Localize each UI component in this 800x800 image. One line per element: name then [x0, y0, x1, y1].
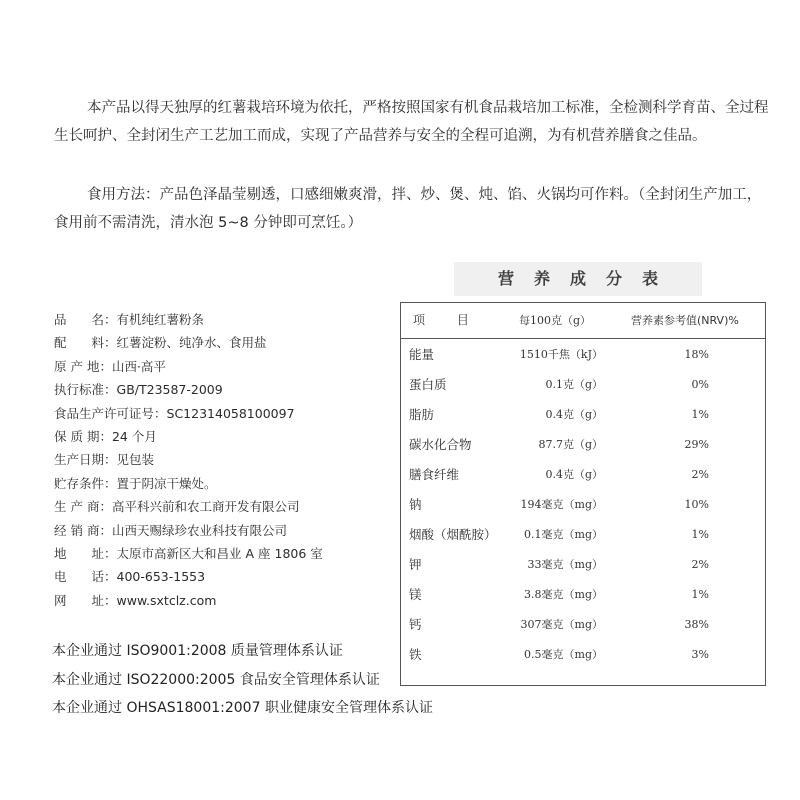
info-label: 保 质 期：: [54, 428, 112, 444]
info-label: 食品生产许可证号：: [54, 405, 167, 421]
info-value: 山西天赐绿珍农业科技有限公司: [111, 522, 287, 538]
nutrient-amount: 0.1毫克（mg）: [524, 528, 603, 541]
info-value: 高平科兴前和农工商开发有限公司: [111, 499, 300, 515]
nutrient-name: 膳食纤维: [409, 467, 460, 482]
nutrition-row: [401, 610, 765, 639]
info-label: 电 话：: [54, 569, 117, 585]
nutrient-nrv: 2%: [691, 468, 709, 481]
info-label: 执行标准：: [54, 382, 117, 398]
nutrition-row: [401, 490, 765, 519]
nutrient-nrv: 0%: [691, 378, 709, 391]
nutrient-name: 钾: [409, 557, 422, 572]
nutrient-amount: 33毫克（mg）: [527, 558, 603, 571]
info-row-website: [54, 589, 384, 612]
nutrition-table: [400, 302, 766, 686]
nutrition-title: 营养成分表: [454, 262, 702, 296]
nutrition-row: [401, 460, 765, 489]
info-row-origin: [54, 355, 384, 378]
intro-paragraph: [54, 94, 774, 150]
info-value: 24 个月: [111, 428, 157, 444]
info-label: 品 名：: [54, 312, 117, 327]
info-row-license: [54, 402, 384, 425]
info-row-distributor: [54, 519, 384, 542]
nutrient-name: 烟酸（烟酰胺）: [409, 527, 497, 542]
nutrition-row: [401, 550, 765, 579]
nutrition-row: [401, 430, 765, 459]
nutrient-amount: 0.4克（g）: [545, 468, 603, 481]
nutrient-amount: 0.4克（g）: [545, 408, 603, 421]
info-row-manufacturer: [54, 495, 384, 518]
nutrient-amount: 0.5毫克（mg）: [524, 648, 603, 661]
info-value: www.sxtclz.com: [116, 592, 217, 608]
nutrient-amount: 3.8毫克（mg）: [524, 588, 603, 601]
nutrient-name: 脂肪: [409, 407, 435, 422]
nutrient-nrv: 29%: [684, 438, 709, 451]
nutrient-name: 钠: [409, 497, 422, 512]
nutrient-name: 铁: [409, 647, 422, 662]
nutrition-row: [401, 520, 765, 549]
info-row-storage: [54, 472, 384, 495]
nutrient-name: 钙: [409, 617, 422, 632]
nutrient-amount: 0.1克（g）: [545, 378, 603, 391]
nutrition-header-row: [401, 303, 765, 339]
nutrient-nrv: 18%: [684, 348, 709, 361]
nutrient-name: 镁: [409, 587, 422, 602]
info-value: 置于阴凉干燥处。: [116, 475, 217, 491]
intro-text: 本产品以得天独厚的红薯栽培环境为依托，严格按照国家有机食品栽培加工标准，全检测科学育苗、全过程生长呵护、全封闭生产工艺加工而成，实现了产品营养与安全的全程可追溯，为有机营养膳食之佳品。: [54, 100, 769, 144]
nutrient-nrv: 2%: [691, 558, 709, 571]
nutrient-nrv: 38%: [684, 618, 709, 631]
certification-line: 本企业通过 ISO9001:2008 质量管理体系认证: [52, 643, 343, 659]
info-label: 生 产 商：: [54, 499, 112, 515]
header-per100: 每100克（g）: [519, 314, 592, 327]
info-row-name: [54, 308, 384, 331]
info-value: GB/T23587-2009: [116, 382, 223, 398]
info-value: 400-653-1553: [116, 569, 206, 585]
info-label: 网 址：: [54, 592, 117, 608]
nutrition-row: [401, 340, 765, 369]
nutrient-amount: 307毫克（mg）: [520, 618, 603, 631]
info-value: 红薯淀粉、纯净水、食用盐: [116, 335, 267, 351]
nutrient-nrv: 1%: [691, 528, 709, 541]
nutrient-nrv: 1%: [691, 408, 709, 421]
usage-text: 食用方法：产品色泽晶莹剔透，口感细嫩爽滑，拌、炒、煲、炖、馅、火锅均可作料。（全封闭生产加工，食用前不需清洗，清水泡 5~8 分钟即可烹饪。）: [54, 187, 762, 231]
info-label: 配 料：: [54, 335, 117, 351]
nutrient-nrv: 3%: [691, 648, 709, 661]
nutrient-name: 蛋白质: [409, 377, 447, 392]
info-row-standard: [54, 378, 384, 401]
certification-line: 本企业通过 ISO22000:2005 食品安全管理体系认证: [52, 671, 380, 688]
info-label: 贮存条件：: [54, 475, 117, 491]
info-value: 见包装: [116, 452, 155, 468]
nutrient-name: 碳水化合物: [409, 437, 472, 452]
info-label: 地 址：: [54, 545, 117, 561]
info-label: 经 销 商：: [54, 522, 112, 538]
certification-line: 本企业通过 OHSAS18001:2007 职业健康安全管理体系认证: [52, 700, 433, 716]
info-row-address: [54, 542, 384, 565]
info-row-ingredients: [54, 331, 384, 354]
info-row-phone: [54, 565, 384, 588]
info-value: SC12314058100097: [166, 405, 295, 421]
nutrition-row: [401, 400, 765, 429]
info-value: 有机纯红薯粉条: [116, 312, 205, 327]
certifications-list: [52, 637, 432, 723]
nutrition-row: [401, 370, 765, 399]
info-row-production-date: [54, 448, 384, 471]
nutrition-row: [401, 580, 765, 609]
info-label: 生产日期：: [54, 452, 117, 468]
info-value: 山西·高平: [111, 358, 166, 374]
info-row-shelf-life: [54, 425, 384, 448]
nutrient-nrv: 10%: [684, 498, 709, 511]
info-value: 太原市高新区大和昌业 A 座 1806 室: [116, 545, 323, 561]
info-label: 原 产 地：: [54, 358, 112, 374]
nutrient-name: 能量: [409, 347, 435, 362]
nutrient-amount: 87.7克（g）: [538, 438, 603, 451]
nutrient-amount: 1510千焦（kJ）: [519, 348, 603, 361]
nutrition-row: [401, 640, 765, 669]
product-info-list: [54, 308, 384, 612]
header-item: 项 目: [413, 313, 483, 327]
nutrient-nrv: 1%: [691, 588, 709, 601]
usage-paragraph: [54, 181, 774, 237]
header-nrv: 营养素参考值(NRV)%: [631, 314, 739, 327]
nutrient-amount: 194毫克（mg）: [520, 498, 603, 511]
